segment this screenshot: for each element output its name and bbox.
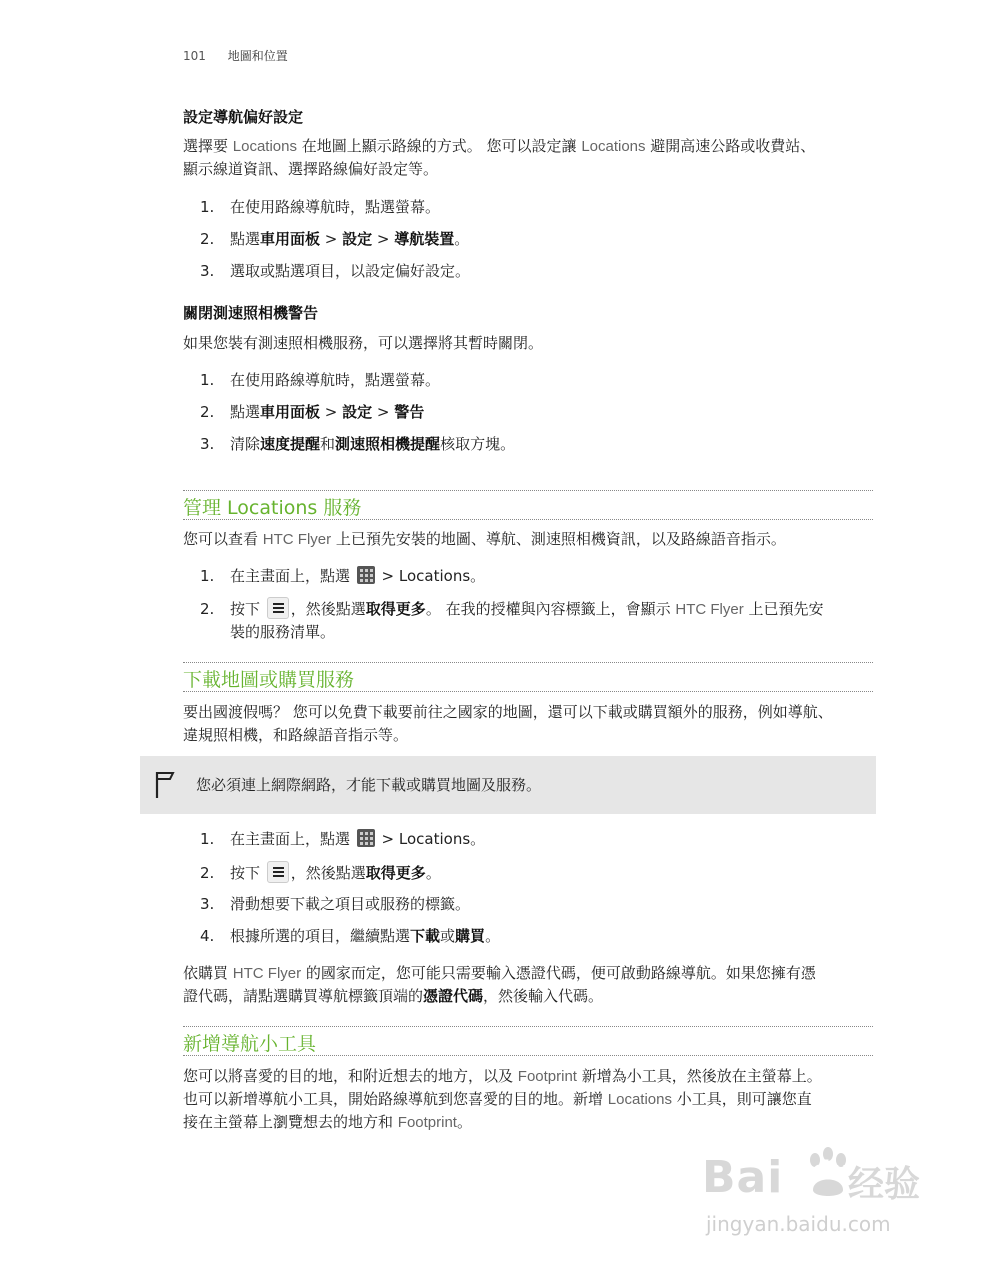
step-text: > Locations。 — [376, 830, 486, 848]
step-text: 或 — [440, 927, 456, 945]
step-number: 3. — [200, 895, 215, 913]
text: 顯示線道資訊、選擇路線偏好設定等。 — [183, 160, 439, 178]
step-text: 清除 — [230, 435, 261, 453]
bold-term: 警告 — [394, 403, 425, 421]
list-item — [200, 433, 880, 456]
list-item — [200, 828, 880, 851]
bold-term: 車用面板 — [260, 403, 321, 421]
text: 。 — [456, 1113, 472, 1131]
step-text: 。 — [485, 927, 501, 945]
subheading-nav-prefs: 設定導航偏好設定 — [183, 108, 304, 126]
text: 您可以查看 — [183, 530, 263, 548]
step-number: 1. — [200, 371, 215, 389]
step-number: 1. — [200, 830, 215, 848]
step-text: 上已預先安 — [743, 600, 824, 618]
step-text: 。 — [454, 230, 470, 248]
step-text: 選取或點選項目，以設定偏好設定。 — [230, 262, 471, 280]
step-text: 點選 — [230, 230, 261, 248]
note-box — [140, 756, 876, 814]
step-number: 2. — [200, 864, 215, 882]
chapter-title: 地圖和位置 — [227, 49, 288, 63]
text: 您可以將喜愛的目的地，和附近想去的地方，以及 — [183, 1067, 518, 1085]
step-text: 和 — [320, 435, 336, 453]
bold-term: 設定 — [342, 403, 373, 421]
bold-term: 測速照相機提醒 — [335, 435, 441, 453]
list-item — [200, 228, 880, 251]
grid-icon — [357, 829, 375, 847]
widget-intro — [183, 1065, 883, 1134]
menu-icon — [267, 861, 289, 883]
text: 小工具，則可讓您直 — [672, 1090, 812, 1108]
page-header — [183, 47, 288, 64]
note-text: 您必須連上網際網路，才能下載或購買地圖及服務。 — [196, 776, 542, 794]
text: Footprint — [517, 1068, 577, 1085]
text: 避開高速公路或收費站、 — [645, 137, 816, 155]
separator: > — [320, 403, 343, 421]
step-number: 2. — [200, 600, 215, 618]
text: HTC Flyer — [232, 965, 302, 982]
watermark-logo-du: du — [812, 1156, 852, 1186]
list-item — [200, 597, 880, 644]
text: Locations — [607, 1091, 672, 1108]
section-heading-download — [183, 662, 873, 692]
separator: > — [372, 403, 395, 421]
step-text: 根據所選的項目，繼續點選 — [230, 927, 411, 945]
text: 違規照相機，和路線語音指示等。 — [183, 726, 409, 744]
menu-icon — [267, 597, 289, 619]
step-number: 3. — [200, 435, 215, 453]
step-number: 3. — [200, 262, 215, 280]
text: 也可以新增導航小工具，開始路線導航到您喜愛的目的地。新增 — [183, 1090, 608, 1108]
text: Locations — [232, 138, 297, 155]
bold-term: 取得更多 — [365, 864, 426, 882]
section-title: 管理 Locations 服務 — [183, 497, 362, 519]
list-item — [200, 260, 880, 283]
text: 選擇要 — [183, 137, 233, 155]
list-item — [200, 565, 880, 588]
text: 依購買 — [183, 964, 233, 982]
text: 接在主螢幕上瀏覽想去的地方和 — [183, 1113, 398, 1131]
flag-icon — [154, 770, 178, 800]
watermark-logo-cn: 经验 — [848, 1164, 921, 1205]
step-text: 。 — [425, 864, 441, 882]
step-number: 2. — [200, 230, 215, 248]
separator: > — [320, 230, 343, 248]
download-intro — [183, 701, 883, 747]
step-number: 1. — [200, 198, 215, 216]
text: 證代碼，請點選購買導航標籤頂端的 — [183, 987, 424, 1005]
list-item — [200, 196, 880, 219]
step-text: 在使用路線導航時，點選螢幕。 — [230, 371, 441, 389]
text: Locations — [581, 138, 646, 155]
manage-intro — [183, 528, 883, 551]
text: 的國家而定，您可能只需要輸入憑證代碼，便可啟動路線導航。如果您擁有憑 — [301, 964, 816, 982]
step-text: > Locations。 — [376, 567, 486, 585]
text: ，然後輸入代碼。 — [483, 987, 604, 1005]
text: HTC Flyer — [262, 531, 332, 548]
list-item — [200, 861, 880, 885]
bold-term: 車用面板 — [260, 230, 321, 248]
step-text: 核取方塊。 — [440, 435, 516, 453]
step-text: 裝的服務清單。 — [230, 623, 336, 641]
step-text: 滑動想要下載之項目或服務的標籤。 — [230, 895, 471, 913]
list-item — [200, 401, 880, 424]
text: 在地圖上顯示路線的方式。 您可以設定讓 — [297, 137, 582, 155]
list-item — [200, 369, 880, 392]
step-number: 1. — [200, 567, 215, 585]
bold-term: 下載 — [410, 927, 441, 945]
download-outro — [183, 962, 883, 1008]
step-text: 按下 — [230, 864, 265, 882]
step-text: 在主畫面上，點選 — [230, 830, 355, 848]
grid-icon — [357, 566, 375, 584]
watermark-url: jingyan.baidu.com — [706, 1212, 891, 1236]
section-heading-manage — [183, 490, 873, 520]
step-text: 點選 — [230, 403, 261, 421]
step-text: 。 在我的授權與內容標籤上，會顯示 — [425, 600, 676, 618]
watermark-logo: Bai — [702, 1152, 784, 1203]
bold-term: 憑證代碼 — [423, 987, 484, 1005]
bold-term: 購買 — [455, 927, 486, 945]
step-text: 按下 — [230, 600, 265, 618]
step-text: 在主畫面上，點選 — [230, 567, 355, 585]
bold-term: 導航裝置 — [394, 230, 455, 248]
section-title: 下載地圖或購買服務 — [183, 669, 355, 691]
step-text: 在使用路線導航時，點選螢幕。 — [230, 198, 441, 216]
step-text: ，然後點選 — [290, 600, 366, 618]
separator: > — [372, 230, 395, 248]
bold-term: 取得更多 — [365, 600, 426, 618]
nav-prefs-intro — [183, 135, 883, 181]
text: HTC Flyer — [675, 601, 744, 618]
step-number: 4. — [200, 927, 215, 945]
page-number: 101 — [183, 49, 206, 63]
bold-term: 速度提醒 — [260, 435, 321, 453]
baidu-watermark — [700, 1132, 940, 1252]
bold-term: 設定 — [342, 230, 373, 248]
text: Footprint — [397, 1114, 457, 1131]
step-text: ，然後點選 — [290, 864, 366, 882]
subheading-camera: 關閉測速照相機警告 — [183, 304, 319, 322]
section-title: 新增導航小工具 — [183, 1033, 317, 1055]
list-item — [200, 925, 880, 948]
camera-intro: 如果您裝有測速照相機服務，可以選擇將其暫時關閉。 — [183, 334, 544, 352]
text: 上已預先安裝的地圖、導航、測速照相機資訊，以及路線語音指示。 — [331, 530, 786, 548]
text: 要出國渡假嗎？ 您可以免費下載要前往之國家的地圖，還可以下載或購買額外的服務，例如導航、 — [183, 703, 833, 721]
text: 新增為小工具，然後放在主螢幕上。 — [576, 1067, 822, 1085]
list-item — [200, 893, 880, 916]
section-heading-widget — [183, 1026, 873, 1056]
step-number: 2. — [200, 403, 215, 421]
